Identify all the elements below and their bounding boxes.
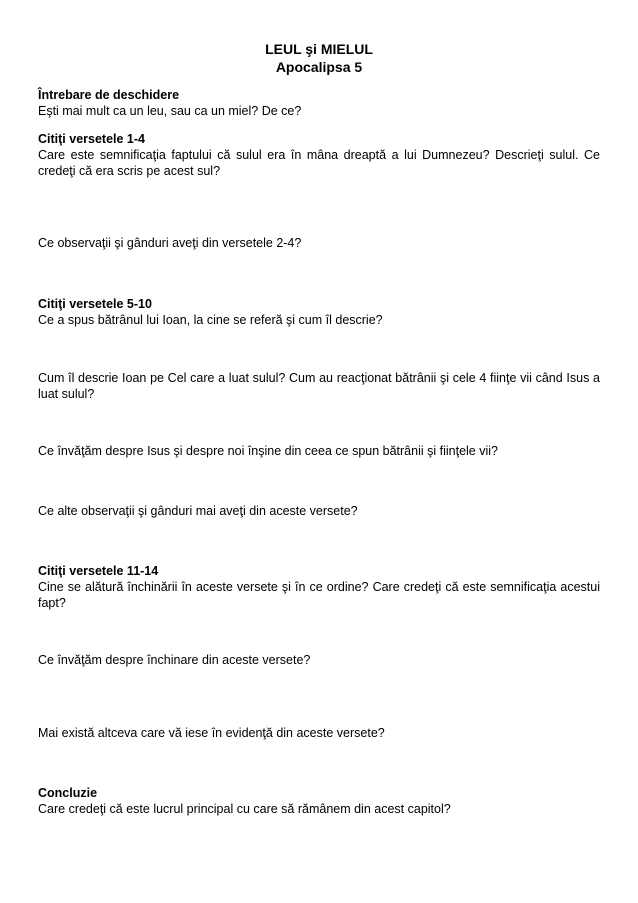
question: Care este semnificaţia faptului că sulul era în mâna dreaptă a lui Dumnezeu? Descrieţi sulul. Ce credeţi că era scris pe acest sul? xyxy=(38,148,600,178)
question: Ce alte observaţii şi gânduri mai aveţi din aceste versete? xyxy=(38,504,358,518)
section-verses-11-14 xyxy=(38,563,600,611)
question-block xyxy=(38,503,600,519)
section-heading: Concluzie xyxy=(38,786,98,800)
document-subtitle: Apocalipsa 5 xyxy=(275,59,363,75)
question: Cum îl descrie Ioan pe Cel care a luat sulul? Cum au reacţionat bătrânii şi cele 4 fiinţe vii când Isus a luat sulul? xyxy=(38,371,600,401)
question-block xyxy=(38,725,600,741)
question-block xyxy=(38,443,600,459)
question-block xyxy=(38,652,600,668)
section-heading: Întrebare de deschidere xyxy=(38,88,180,102)
question: Eşti mai mult ca un leu, sau ca un miel? De ce? xyxy=(38,104,302,118)
section-opening xyxy=(38,87,600,119)
question-block xyxy=(38,370,600,402)
question-block xyxy=(38,235,600,251)
question: Cine se alătură închinării în aceste versete şi în ce ordine? Care credeţi că este semnificaţia acestui fapt? xyxy=(38,580,600,610)
document-title: LEUL şi MIELUL xyxy=(265,41,373,57)
section-heading: Citiţi versetele 11-14 xyxy=(38,564,159,578)
question: Ce a spus bătrânul lui Ioan, la cine se referă şi cum îl descrie? xyxy=(38,313,383,327)
section-verses-1-4 xyxy=(38,131,600,179)
section-heading: Citiţi versetele 1-4 xyxy=(38,132,145,146)
question: Ce observaţii şi gânduri aveţi din versetele 2-4? xyxy=(38,236,302,250)
title-block xyxy=(0,40,638,76)
section-verses-5-10 xyxy=(38,296,600,328)
section-heading: Citiţi versetele 5-10 xyxy=(38,297,152,311)
section-conclusion xyxy=(38,785,600,817)
question: Care credeţi că este lucrul principal cu care să rămânem din acest capitol? xyxy=(38,802,451,816)
question: Ce învăţăm despre Isus şi despre noi înşine din ceea ce spun bătrânii şi fiinţele vii? xyxy=(38,444,498,458)
question: Ce învăţăm despre închinare din aceste versete? xyxy=(38,653,311,667)
question: Mai există altceva care vă iese în evidenţă din aceste versete? xyxy=(38,726,385,740)
